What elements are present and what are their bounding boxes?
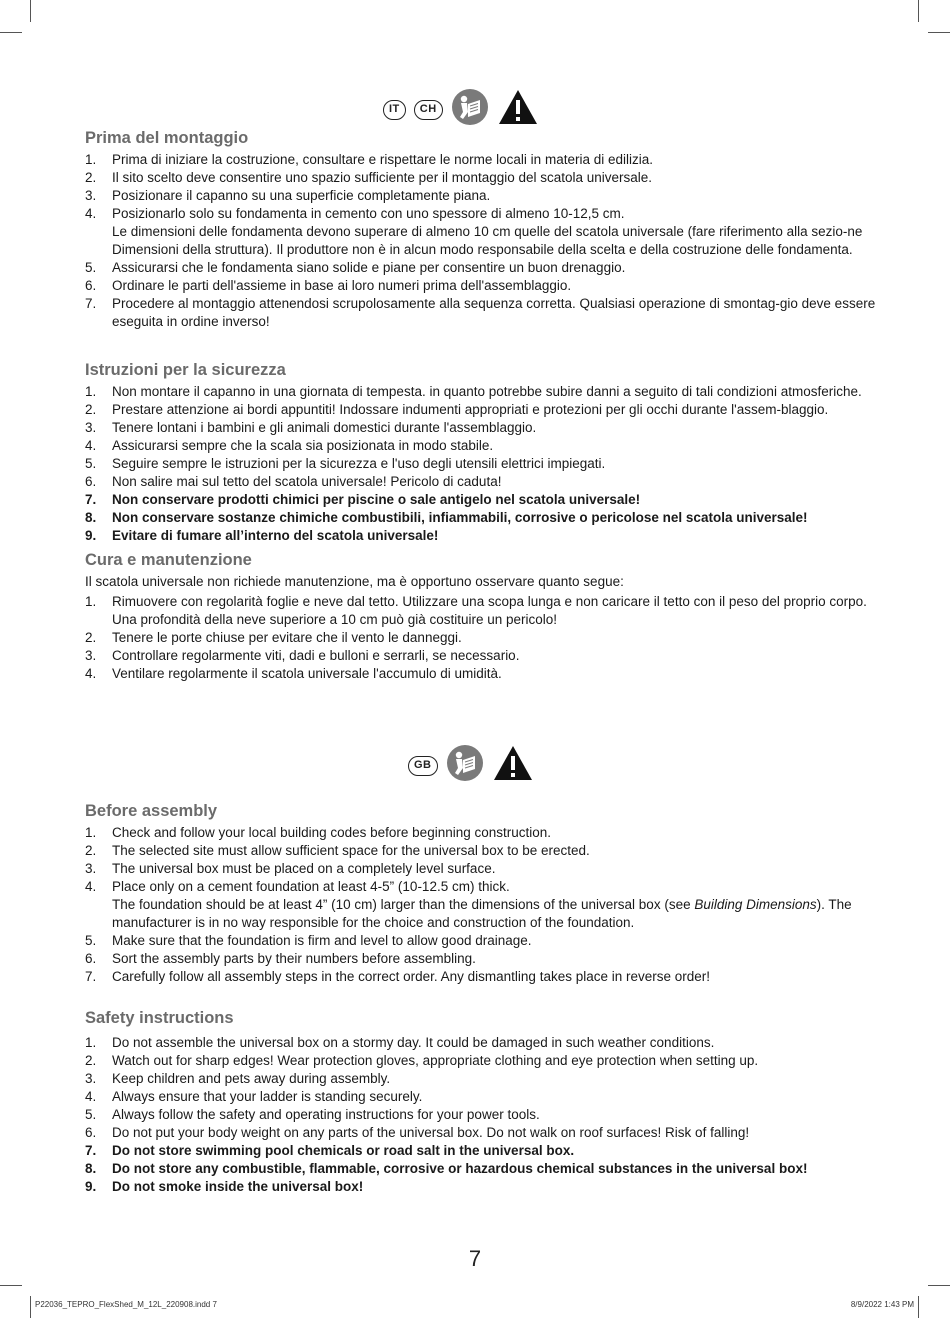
item-text: Prima di iniziare la costruzione, consultare e rispettare le norme locali in materia di edilizia. <box>112 152 653 167</box>
item-text: Place only on a cement foundation at least 4-5” (10-12.5 cm) thick. <box>112 879 510 894</box>
list-item <box>85 1178 890 1196</box>
item-number: 1. <box>85 384 97 399</box>
item-text: The selected site must allow sufficient space for the universal box to be erected. <box>112 843 590 858</box>
list-item <box>85 1106 890 1124</box>
item-number: 4. <box>85 666 97 681</box>
item-number: 5. <box>85 456 97 471</box>
section-heading: Cura e manutenzione <box>85 551 252 569</box>
instruction-list <box>85 824 890 986</box>
list-item <box>85 1088 890 1106</box>
item-subtext-part: The foundation should be at least 4” (10 cm) larger than the dimensions of the universal box (see <box>112 897 695 912</box>
item-text: Do not put your body weight on any parts of the universal box. Do not walk on roof surfaces! Risk of falling! <box>112 1125 750 1140</box>
list-item <box>85 419 890 437</box>
list-item <box>85 259 890 277</box>
item-number: 2. <box>85 843 97 858</box>
content-it <box>85 128 890 683</box>
item-number: 4. <box>85 438 97 453</box>
list-item <box>85 878 890 932</box>
item-number: 5. <box>85 1107 97 1122</box>
item-number: 7. <box>85 969 97 984</box>
slug-file-info: P22036_TEPRO_FlexShed_M_12L_220908.indd 7 <box>35 1300 217 1309</box>
item-text: Do not store swimming pool chemicals or road salt in the universal box. <box>112 1143 575 1158</box>
instruction-list <box>85 151 890 331</box>
section-heading: Prima del montaggio <box>85 129 249 147</box>
item-text: Tenere le porte chiuse per evitare che il vento le danneggi. <box>112 630 462 645</box>
item-number: 2. <box>85 402 97 417</box>
list-item <box>85 491 890 509</box>
item-number: 2. <box>85 170 97 185</box>
item-text: Check and follow your local building codes before beginning construction. <box>112 825 552 840</box>
item-number: 6. <box>85 1125 97 1140</box>
list-item <box>85 455 890 473</box>
section-istruzioni-sicurezza <box>85 360 890 545</box>
item-text: Il sito scelto deve consentire uno spazio sufficiente per il montaggio del scatola universale. <box>112 170 653 185</box>
crop-mark <box>928 32 950 33</box>
section-safety-instructions <box>85 1008 890 1196</box>
list-item <box>85 187 890 205</box>
item-subtext-reference: Building Dimensions <box>694 897 817 912</box>
item-text: Ordinare le parti dell'assieme in base ai loro numeri prima dell'assemblaggio. <box>112 278 572 293</box>
item-text: Seguire sempre le istruzioni per la sicurezza e l'uso degli utensili elettrici impiegati. <box>112 456 606 471</box>
item-text: Rimuovere con regolarità foglie e neve dal tetto. Utilizzare una scopa lunga e non caricare il tetto con il peso del proprio corpo. Una profondità della neve superiore a 10 cm può già costituire un pericolo! <box>112 594 867 627</box>
list-item <box>85 1034 890 1052</box>
list-item <box>85 383 890 401</box>
item-subtext <box>112 896 890 932</box>
item-text: Always ensure that your ladder is standing securely. <box>112 1089 423 1104</box>
slug-date: 8/9/2022 1:43 PM <box>850 1300 914 1309</box>
item-number: 1. <box>85 152 97 167</box>
item-number: 1. <box>85 825 97 840</box>
item-text: Prestare attenzione ai bordi appuntiti! Indossare indumenti appropriati e protezioni per gli occhi durante l'assem-blaggio. <box>112 402 829 417</box>
item-text: Ventilare regolarmente il scatola universale l'accumulo di umidità. <box>112 666 502 681</box>
item-text: Watch out for sharp edges! Wear protection gloves, appropriate clothing and eye protection when setting up. <box>112 1053 759 1068</box>
item-text: Non conservare sostanze chimiche combustibili, infiammabili, corrosive o pericolose nel scatola universale! <box>112 510 808 525</box>
crop-mark <box>0 32 22 33</box>
crop-mark <box>928 1285 950 1286</box>
instruction-list <box>85 383 890 545</box>
item-text: Make sure that the foundation is firm and level to allow good drainage. <box>112 933 532 948</box>
list-item <box>85 1160 890 1178</box>
item-number: 7. <box>85 1143 97 1158</box>
item-text: Do not assemble the universal box on a stormy day. It could be damaged in such weather conditions. <box>112 1035 715 1050</box>
list-item <box>85 842 890 860</box>
warning-icon <box>492 744 534 787</box>
item-text: Assicurarsi sempre che la scala sia posizionata in modo stabile. <box>112 438 494 453</box>
item-number: 9. <box>85 1179 97 1194</box>
list-item <box>85 295 890 331</box>
item-number: 2. <box>85 630 97 645</box>
item-text: Always follow the safety and operating instructions for your power tools. <box>112 1107 540 1122</box>
item-text: Keep children and pets away during assembly. <box>112 1071 391 1086</box>
item-text: Evitare di fumare all’interno del scatola universale! <box>112 528 439 543</box>
country-badge-ch: CH <box>414 100 443 120</box>
list-item <box>85 932 890 950</box>
item-text: Assicurarsi che le fondamenta siano solide e piane per consentire un buon drenaggio. <box>112 260 626 275</box>
list-item <box>85 968 890 986</box>
crop-mark <box>30 1296 31 1318</box>
list-item <box>85 473 890 491</box>
item-number: 6. <box>85 951 97 966</box>
item-number: 1. <box>85 594 97 609</box>
item-text: Non salire mai sul tetto del scatola universale! Pericolo di caduta! <box>112 474 502 489</box>
list-item <box>85 169 890 187</box>
section-prima-del-montaggio <box>85 128 890 331</box>
section-heading: Istruzioni per la sicurezza <box>85 361 286 379</box>
list-item <box>85 1124 890 1142</box>
item-number: 8. <box>85 510 97 525</box>
content-gb <box>85 801 890 1196</box>
instruction-list <box>85 1034 890 1196</box>
item-number: 9. <box>85 528 97 543</box>
item-text: Procedere al montaggio attenendosi scrupolosamente alla sequenza corretta. Qualsiasi operazione di smontag-gio deve essere eseguita in ordine inverso! <box>112 296 876 329</box>
icon-row-gb <box>408 744 534 787</box>
list-item <box>85 593 890 629</box>
item-number: 3. <box>85 420 97 435</box>
item-number: 3. <box>85 861 97 876</box>
list-item <box>85 629 890 647</box>
read-manual-icon <box>451 88 489 131</box>
item-subtext-part: ). The manufacturer is in no way responsible for the choice and construction of the foundation. <box>112 897 852 930</box>
list-item <box>85 1052 890 1070</box>
item-text: Non montare il capanno in una giornata di tempesta. in quanto potrebbe subire danni a seguito di tali condizioni atmosferiche. <box>112 384 862 399</box>
item-number: 4. <box>85 1089 97 1104</box>
item-number: 4. <box>85 879 97 894</box>
section-before-assembly <box>85 801 890 986</box>
list-item <box>85 277 890 295</box>
item-text: Posizionare il capanno su una superficie completamente piana. <box>112 188 491 203</box>
list-item <box>85 1070 890 1088</box>
crop-mark <box>918 0 919 22</box>
section-cura-e-manutenzione <box>85 550 890 683</box>
list-item <box>85 527 890 545</box>
item-number: 5. <box>85 933 97 948</box>
item-number: 3. <box>85 188 97 203</box>
item-number: 2. <box>85 1053 97 1068</box>
country-badge-gb: GB <box>408 756 438 776</box>
item-number: 7. <box>85 492 97 507</box>
item-number: 6. <box>85 474 97 489</box>
item-number: 1. <box>85 1035 97 1050</box>
section-heading: Safety instructions <box>85 1009 234 1027</box>
item-number: 5. <box>85 260 97 275</box>
item-text: Sort the assembly parts by their numbers before assembling. <box>112 951 476 966</box>
list-item <box>85 950 890 968</box>
crop-mark <box>918 1296 919 1318</box>
item-text: Non conservare prodotti chimici per piscine o sale antigelo nel scatola universale! <box>112 492 641 507</box>
list-item <box>85 401 890 419</box>
list-item <box>85 824 890 842</box>
item-number: 4. <box>85 206 97 221</box>
list-item <box>85 665 890 683</box>
crop-mark <box>0 1285 22 1286</box>
item-text: Carefully follow all assembly steps in the correct order. Any dismantling takes place in reverse order! <box>112 969 711 984</box>
list-item <box>85 205 890 259</box>
warning-icon <box>497 88 539 131</box>
item-text: Controllare regolarmente viti, dadi e bulloni e serrarli, se necessario. <box>112 648 520 663</box>
item-number: 3. <box>85 648 97 663</box>
crop-mark <box>30 0 31 22</box>
icon-row-it <box>383 88 539 131</box>
list-item <box>85 647 890 665</box>
item-text: The universal box must be placed on a completely level surface. <box>112 861 496 876</box>
instruction-list <box>85 593 890 683</box>
item-number: 8. <box>85 1161 97 1176</box>
item-text: Tenere lontani i bambini e gli animali domestici durante l'assemblaggio. <box>112 420 537 435</box>
list-item <box>85 860 890 878</box>
item-text: Posizionarlo solo su fondamenta in cemento con uno spessore di almeno 10-12,5 cm. <box>112 206 625 221</box>
item-number: 3. <box>85 1071 97 1086</box>
page-number: 7 <box>468 1246 482 1271</box>
item-text: Do not store any combustible, flammable, corrosive or hazardous chemical substances in the universal box! <box>112 1161 808 1176</box>
list-item <box>85 1142 890 1160</box>
list-item <box>85 437 890 455</box>
country-badge-it: IT <box>383 100 406 120</box>
list-item <box>85 151 890 169</box>
item-subtext: Le dimensioni delle fondamenta devono superare di almeno 10 cm quelle del scatola universale (fare riferimento alla sezio-ne Dimensioni della struttura). Il produttore non è in alcun modo responsabile della scelta e della costruzione delle fondamenta. <box>112 224 863 257</box>
item-number: 7. <box>85 296 97 311</box>
read-manual-icon <box>446 744 484 787</box>
item-text: Do not smoke inside the universal box! <box>112 1179 364 1194</box>
list-item <box>85 509 890 527</box>
section-intro: Il scatola universale non richiede manutenzione, ma è opportuno osservare quanto segue: <box>85 574 624 589</box>
item-number: 6. <box>85 278 97 293</box>
section-heading: Before assembly <box>85 802 218 820</box>
